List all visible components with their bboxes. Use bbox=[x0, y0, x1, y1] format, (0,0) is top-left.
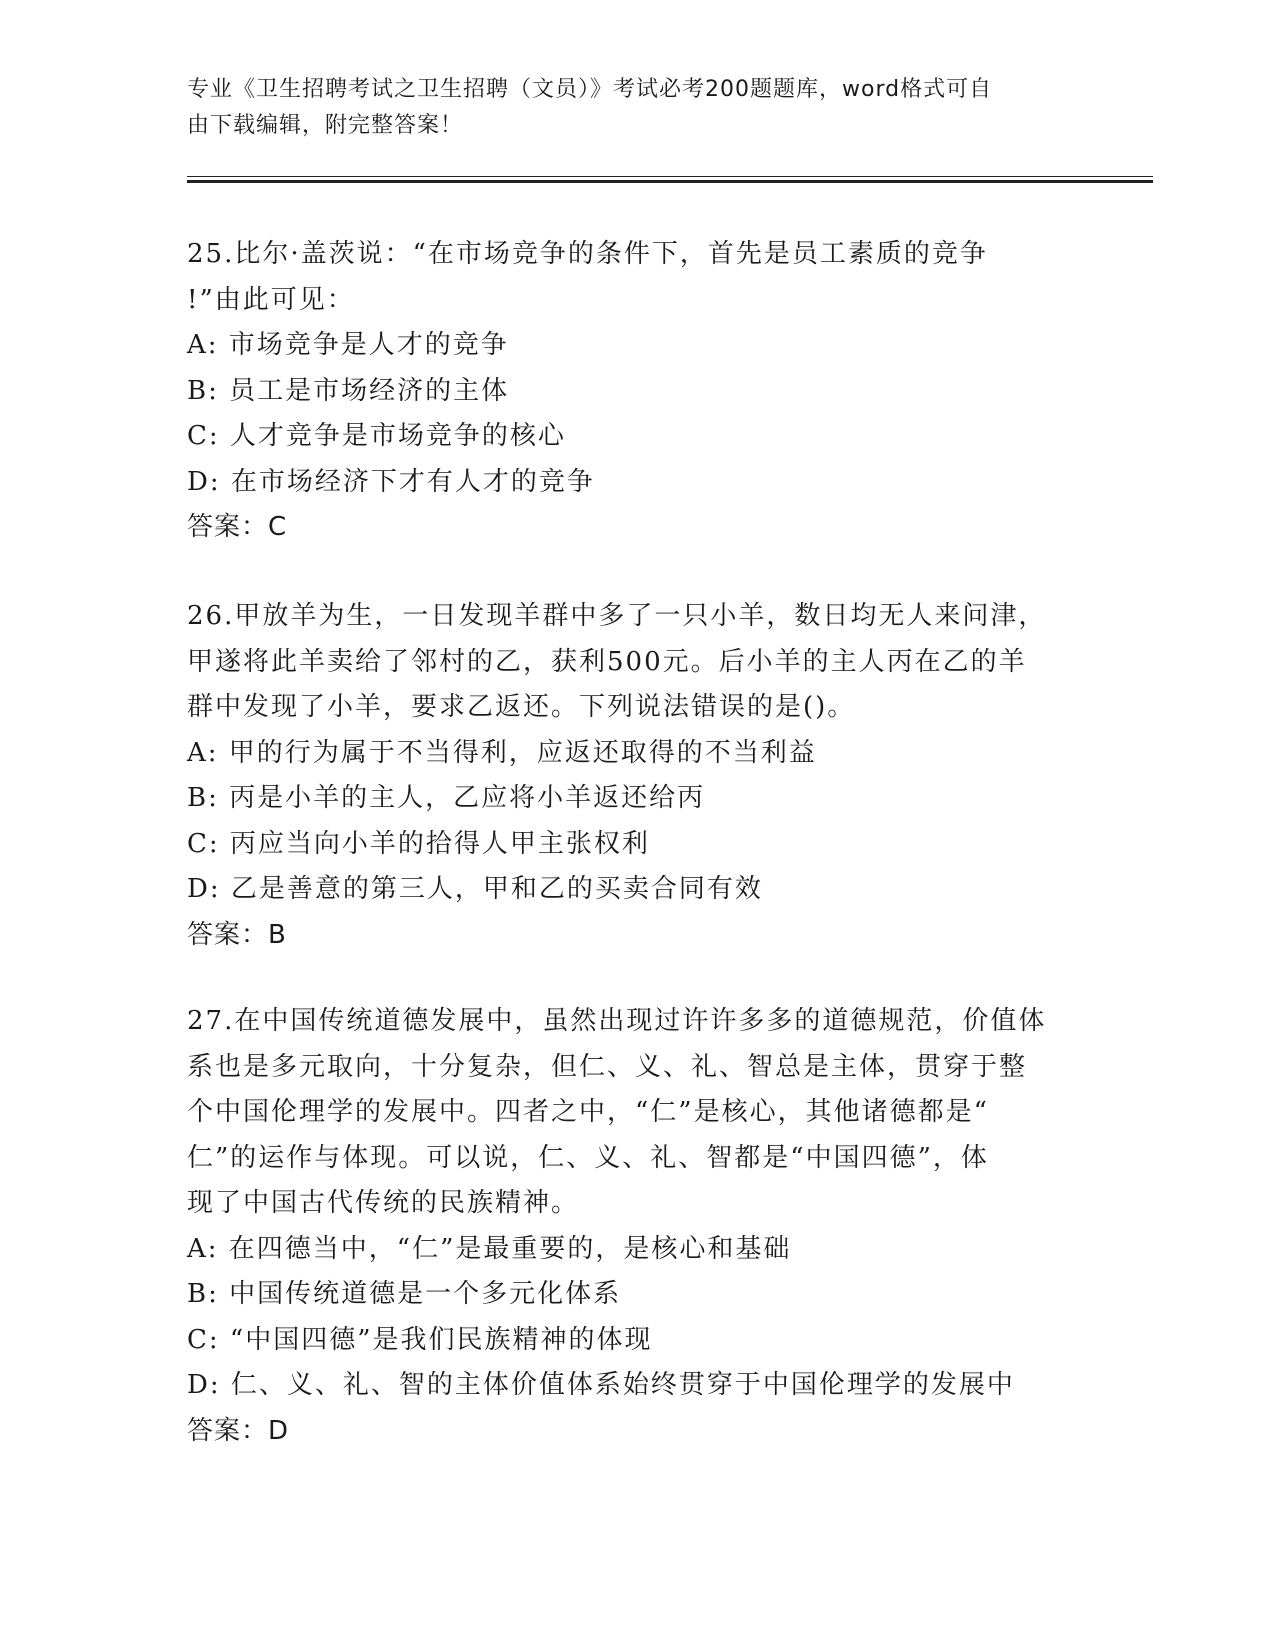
option-b: B: 丙是小羊的主人，乙应将小羊返还给丙 bbox=[187, 783, 706, 813]
header-line-1: 专业《卫生招聘考试之卫生招聘（文员）》考试必考200题题库，word格式可自 bbox=[187, 77, 993, 102]
option-c: C: 人才竞争是市场竞争的核心 bbox=[187, 421, 566, 451]
question-stem-line: 现了中国古代传统的民族精神。 bbox=[187, 1188, 580, 1218]
question-stem-line: 系也是多元取向，十分复杂，但仁、义、礼、智总是主体，贯穿于整 bbox=[187, 1051, 1028, 1082]
option-a: A: 甲的行为属于不当得利，应返还取得的不当利益 bbox=[187, 737, 817, 768]
question-stem-line: 25.比尔·盖茨说：“在市场竞争的条件下，首先是员工素质的竞争 bbox=[187, 239, 988, 269]
question-stem-line: 26.甲放羊为生，一日发现羊群中多了一只小羊，数日均无人来问津， bbox=[187, 601, 1047, 631]
option-d: D: 乙是善意的第三人，甲和乙的买卖合同有效 bbox=[187, 874, 763, 904]
question-stem-line: 群中发现了小羊，要求乙返还。下列说法错误的是()。 bbox=[187, 692, 856, 722]
option-d: D: 仁、义、礼、智的主体价值体系始终贯穿于中国伦理学的发展中 bbox=[187, 1370, 1015, 1400]
question-27 bbox=[187, 999, 1087, 1454]
question-stem-line: 甲遂将此羊卖给了邻村的乙，获利500元。后小羊的主人丙在乙的羊 bbox=[187, 646, 1027, 677]
question-stem-line: 27.在中国传统道德发展中，虽然出现过许许多多的道德规范，价值体 bbox=[187, 1006, 1047, 1036]
answer-label: 答案：D bbox=[187, 1415, 290, 1446]
answer-label: 答案：C bbox=[187, 512, 288, 542]
option-c: C: “中国四德”是我们民族精神的体现 bbox=[187, 1324, 653, 1355]
question-stem-line: 仁”的运作与体现。可以说，仁、义、礼、智都是“中国四德”，体 bbox=[187, 1142, 989, 1173]
option-b: B: 中国传统道德是一个多元化体系 bbox=[187, 1279, 622, 1309]
question-stem-line: 个中国伦理学的发展中。四者之中，“仁”是核心，其他诸德都是“ bbox=[187, 1097, 989, 1127]
header-divider-thin bbox=[187, 176, 1153, 177]
answer-label: 答案：B bbox=[187, 919, 287, 950]
question-26 bbox=[187, 594, 1087, 958]
option-d: D: 在市场经济下才有人才的竞争 bbox=[187, 466, 595, 497]
option-b: B: 员工是市场经济的主体 bbox=[187, 375, 510, 406]
question-stem-line: !”由此可见： bbox=[187, 284, 355, 315]
header-divider-thick bbox=[187, 180, 1153, 183]
option-c: C: 丙应当向小羊的拾得人甲主张权利 bbox=[187, 828, 650, 859]
option-a: A: 在四德当中，“仁”是最重要的，是核心和基础 bbox=[187, 1233, 792, 1264]
question-25 bbox=[187, 232, 1087, 551]
option-a: A: 市场竞争是人才的竞争 bbox=[187, 330, 509, 360]
document-header bbox=[187, 72, 1087, 144]
header-line-2: 由下载编辑，附完整答案！ bbox=[187, 113, 464, 138]
